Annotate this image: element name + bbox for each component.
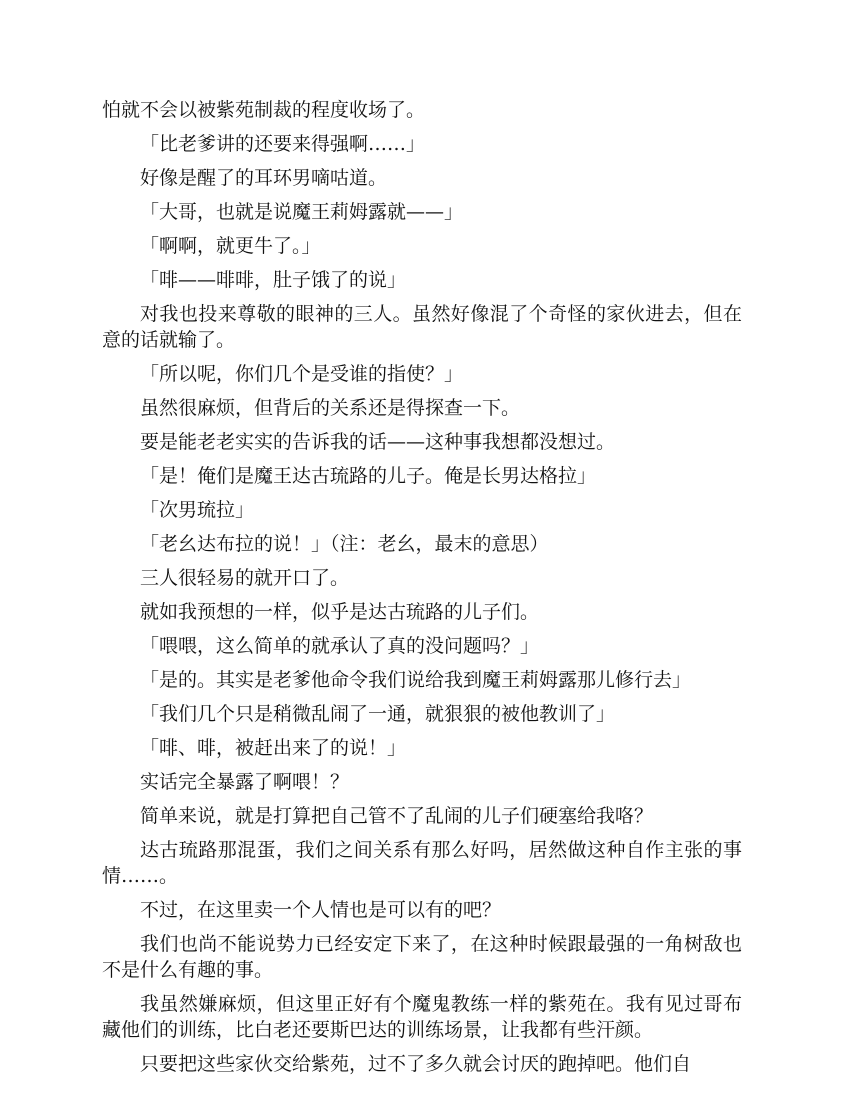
paragraph: 「啡——啡啡，肚子饿了的说」 [140, 269, 407, 291]
paragraph: 虽然很麻烦，但背后的关系还是得探查一下。 [140, 397, 521, 419]
paragraph: 我们也尚不能说势力已经安定下来了，在这种时候跟最强的一角树敌也不是什么有趣的事。 [102, 933, 742, 981]
paragraph: 「啊啊，就更牛了。」 [140, 235, 321, 257]
paragraph: 简单来说，就是打算把自己管不了乱闹的儿子们硬塞给我咯？ [140, 805, 654, 827]
paragraph: 「是的。其实是老爹他命令我们说给我到魔王莉姆露那儿修行去」 [140, 669, 692, 691]
paragraph: 只要把这些家伙交给紫苑，过不了多久就会讨厌的跑掉吧。他们自 [140, 1053, 692, 1075]
paragraph: 「是！俺们是魔王达古琉路的儿子。俺是长男达格拉」 [140, 465, 597, 487]
paragraph: 「啡、啡，被赶出来了的说！」 [140, 737, 407, 759]
paragraph: 「老幺达布拉的说！」（注：老幺，最末的意思） [140, 533, 549, 555]
paragraph: 好像是醒了的耳环男嘀咕道。 [140, 167, 388, 189]
paragraph: 三人很轻易的就开口了。 [140, 567, 350, 589]
paragraph: 就如我预想的一样，似乎是达古琉路的儿子们。 [140, 601, 540, 623]
paragraph: 怕就不会以被紫苑制裁的程度收场了。 [102, 99, 426, 121]
paragraph: 对我也投来尊敬的眼神的三人。虽然好像混了个奇怪的家伙进去，但在意的话就输了。 [102, 303, 742, 351]
paragraph: 「喂喂，这么简单的就承认了真的没问题吗？」 [140, 635, 540, 657]
paragraph: 我虽然嫌麻烦，但这里正好有个魔鬼教练一样的紫苑在。我有见过哥布藏他们的训练，比白老还要斯巴达的训练场景，让我都有些汗颜。 [102, 993, 742, 1041]
paragraph: 不过，在这里卖一个人情也是可以有的吧？ [140, 899, 502, 921]
paragraph: 要是能老老实实的告诉我的话——这种事我想都没想过。 [140, 431, 616, 453]
paragraph: 实话完全暴露了啊喂！？ [140, 771, 350, 793]
paragraph: 「大哥，也就是说魔王莉姆露就——」 [140, 201, 464, 223]
paragraph: 「所以呢，你们几个是受谁的指使？」 [140, 363, 464, 385]
paragraph: 「比老爹讲的还要来得强啊……」 [140, 133, 426, 155]
paragraph: 达古琉路那混蛋，我们之间关系有那么好吗，居然做这种自作主张的事情……。 [102, 839, 742, 887]
document-body [102, 97, 742, 1085]
paragraph: 「我们几个只是稍微乱闹了一通，就狠狠的被他教训了」 [140, 703, 616, 725]
paragraph: 「次男琉拉」 [140, 499, 255, 521]
